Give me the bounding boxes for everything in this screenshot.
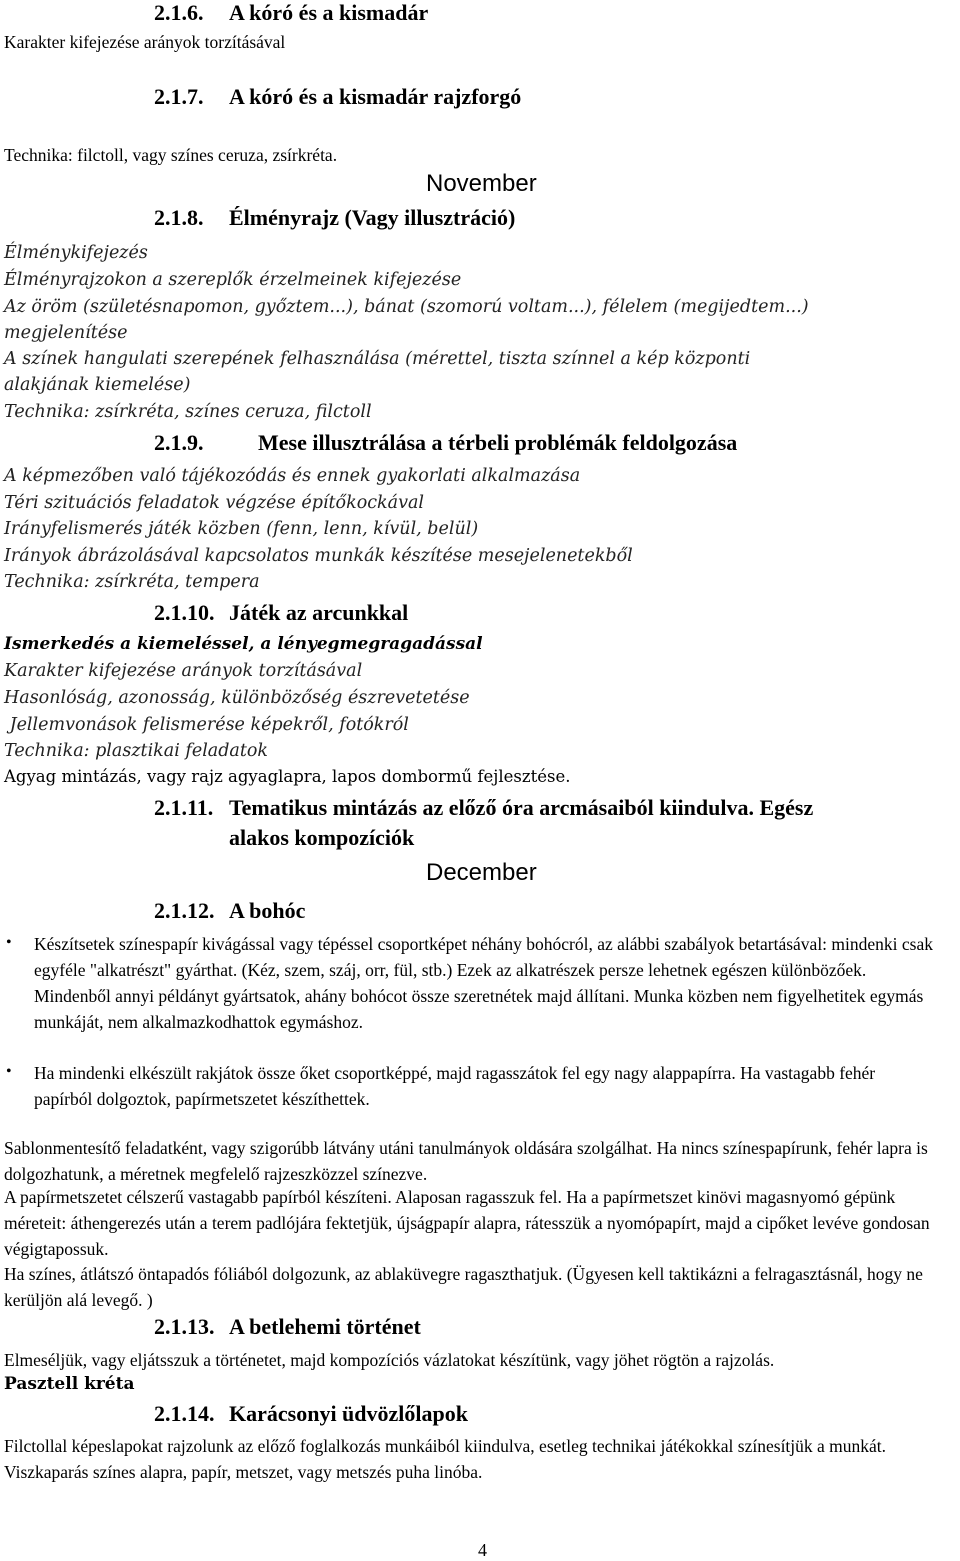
section-number: 2.1.7.: [154, 84, 204, 109]
section-number: 2.1.14.: [154, 1401, 215, 1426]
bullet-item: Ha mindenki elkészült rakjátok össze őket csoportképpé, majd ragasszátok fel egy nagy alappapírra. Ha vastagabb fehér papírból dolgoztok, papírmetszetet készíthettek.: [34, 1063, 876, 1109]
section-2-1-14-heading: [0, 1401, 960, 1429]
paragraph: Sablonmentesítő feladatként, vagy szigorúbb látvány utáni tanulmányok oldására szolgálhat. Ha nincs színespapírunk, fehér lapra is dolgozhatunk, a méretnek megfelelő rajzeszközzel színezve.: [4, 1138, 928, 1184]
section-title: A betlehemi történet: [229, 1314, 421, 1339]
paragraph: A papírmetszetet célszerű vastagabb papírból készíteni. Alaposan ragasszuk fel. Ha a papírmetszet kinövi magasnyomó gépünk méreteit: áthengerezés után a terem padlójára fektetjük, újságpapír alapra, rátesszük a nyomópapírt, majd a cipőket levéve gondosan végigtapossuk.: [4, 1187, 930, 1259]
section-title: A kóró és a kismadár: [229, 0, 429, 25]
section-title-line-2: alakos kompozíciók: [229, 825, 415, 850]
text-line: Technika: zsírkréta, tempera: [4, 572, 260, 592]
section-number: 2.1.13.: [154, 1314, 215, 1339]
bullet-item: Készítsetek színespapír kivágással vagy tépéssel csoportképet néhány bohócról, az alábbi szabályok betartásával: mindenki csak egyféle "alkatrészt" gyárthat. (Kéz, szem, száj, orr, fül, stb.) Ezek az alkatrészek persze lehetnek egészen különbözőek. Mindenből annyi példányt gyártsatok, ahány bohócot össze szeretnétek majd állítani. Munka közben nem figyelhetitek egymás munkáját, nem alkalmazkodhattok egymáshoz.: [34, 934, 933, 1032]
section-2-1-8-heading: [0, 205, 960, 233]
section-2-1-7-heading: [0, 84, 960, 112]
paragraph: Ha színes, átlátszó öntapadós fóliából dolgozunk, az ablaküvegre ragaszthatjuk. (Ügyesen kell taktikázni a felragasztásnál, hogy ne kerüljön alá levegő. ): [4, 1264, 923, 1310]
text-line: Agyag mintázás, vagy rajz agyaglapra, lapos dombormű fejlesztése.: [4, 767, 571, 786]
section-number: 2.1.6.: [154, 0, 204, 25]
text-line-emphasis: Ismerkedés a kiemeléssel, a lényegmegragadással: [4, 634, 483, 654]
text-line: Élményrajzokon a szereplők érzelmeinek kifejezése: [4, 270, 462, 290]
section-2-1-10-heading: [0, 600, 960, 628]
text-line: Irányfelismerés játék közben (fenn, lenn, kívül, belül): [4, 519, 479, 539]
text-line: Élménykifejezés: [4, 243, 148, 263]
technique-label: Pasztell kréta: [4, 1374, 135, 1394]
text-line: Elmeséljük, vagy eljátsszuk a történetet, majd kompozíciós vázlatokat készítünk, vagy jöhet rögtön a rajzolás.: [4, 1350, 775, 1370]
section-title: A kóró és a kismadár rajzforgó: [229, 84, 522, 109]
text-line: A képmezőben való tájékozódás és ennek gyakorlati alkalmazása: [4, 466, 581, 486]
text-line: Téri szituációs feladatok végzése építőkockával: [4, 493, 424, 513]
text-line: A színek hangulati szerepének felhasználása (mérettel, tiszta színnel a kép központi: [4, 349, 751, 369]
section-title: Játék az arcunkkal: [229, 600, 409, 625]
text-line: alakjának kiemelése): [4, 375, 191, 395]
paragraph: Filctollal képeslapokat rajzolunk az előző foglalkozás munkáiból kiindulva, esetleg technikai játékokkal színesítjük a munkát. Viszkaparás színes alapra, papír, metszet, vagy metszés puha linóba.: [4, 1436, 887, 1482]
section-title: Élményrajz (Vagy illusztráció): [229, 205, 516, 230]
section-title: A bohóc: [229, 898, 306, 923]
text-line: Irányok ábrázolásával kapcsolatos munkák készítése mesejelenetekből: [4, 546, 633, 566]
section-number: 2.1.9.: [154, 430, 204, 455]
section-number: 2.1.12.: [154, 898, 215, 923]
text-line: megjelenítése: [4, 323, 128, 343]
section-title-line-1: Tematikus mintázás az előző óra arcmásaiból kiindulva. Egész: [229, 795, 814, 820]
text-line: Jellemvonások felismerése képekről, fotókról: [4, 715, 409, 735]
text-line: Hasonlóság, azonosság, különbözőség észrevetetése: [4, 688, 470, 708]
month-heading-december: December: [426, 859, 537, 886]
bullet-icon: •: [6, 1063, 12, 1080]
month-heading-november: November: [426, 170, 537, 197]
text-line: Karakter kifejezése arányok torzításával: [4, 32, 286, 52]
section-number: 2.1.11.: [154, 795, 214, 820]
text-line: Technika: filctoll, vagy színes ceruza, zsírkréta.: [4, 145, 338, 165]
page-number: 4: [478, 1540, 487, 1560]
section-title: Karácsonyi üdvözlőlapok: [229, 1401, 468, 1426]
section-2-1-6-heading: [0, 0, 960, 28]
section-2-1-9-heading: [0, 430, 960, 458]
text-line: Karakter kifejezése arányok torzításával: [4, 661, 363, 681]
section-number: 2.1.8.: [154, 205, 204, 230]
section-2-1-11-heading: [0, 795, 960, 823]
section-title: Mese illusztrálása a térbeli problémák feldolgozása: [258, 430, 738, 455]
section-2-1-12-heading: [0, 898, 960, 926]
section-number: 2.1.10.: [154, 600, 215, 625]
section-2-1-13-heading: [0, 1314, 960, 1342]
text-line: Technika: plasztikai feladatok: [4, 741, 269, 761]
bullet-icon: •: [6, 934, 12, 951]
text-line: Az öröm (születésnapomon, győztem...), bánat (szomorú voltam...), félelem (megijedtem...): [4, 297, 809, 317]
text-line: Technika: zsírkréta, színes ceruza, filctoll: [4, 402, 372, 422]
